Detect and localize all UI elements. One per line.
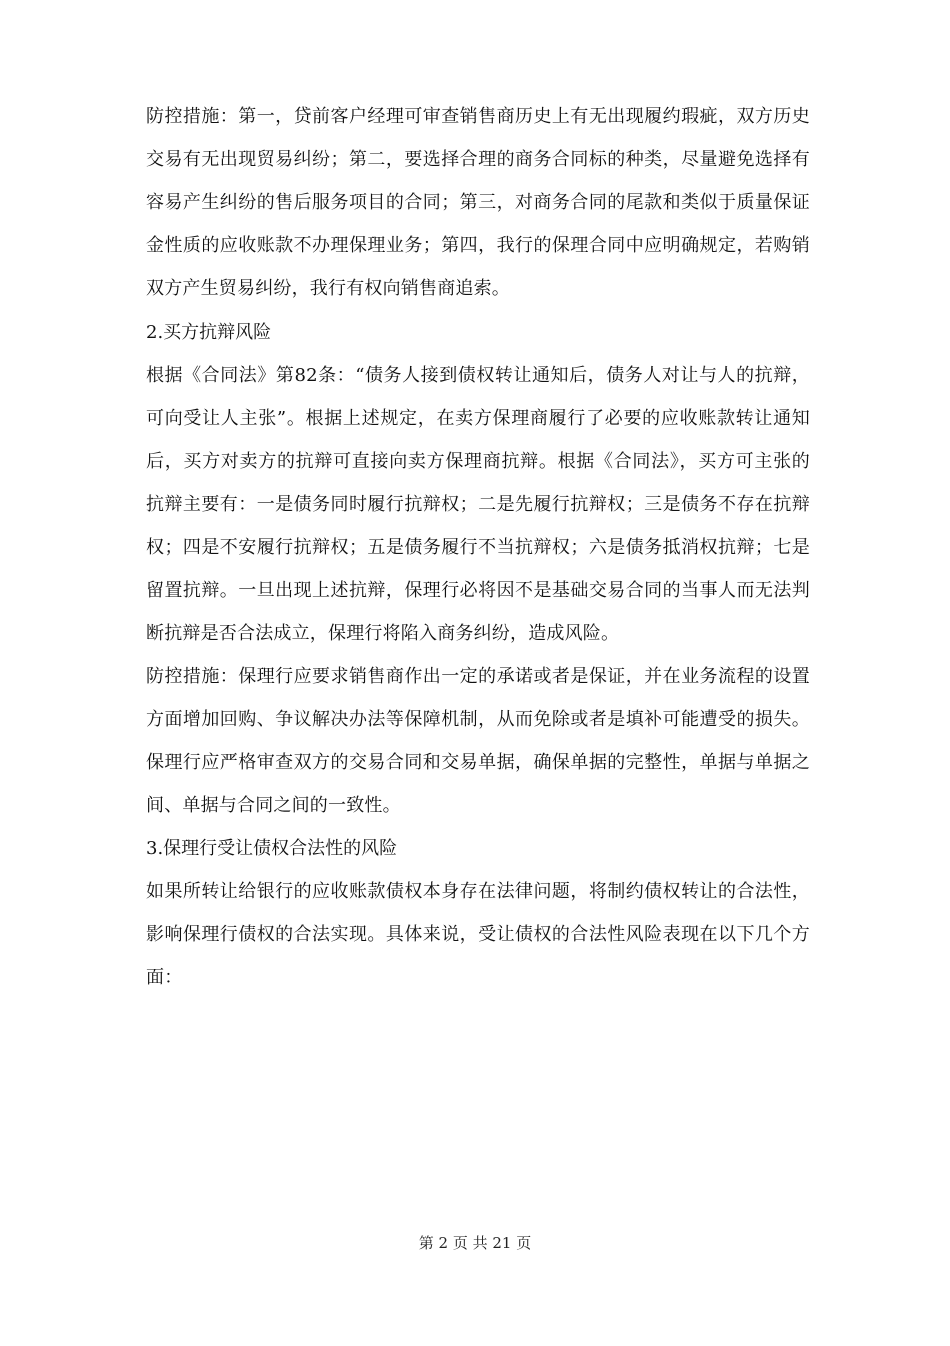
paragraph-claim-legality-intro: 如果所转让给银行的应收账款债权本身存在法律问题，将制约债权转让的合法性，影响保理行债权的合法实现。具体来说，受让债权的合法性风险表现在以下几个方面： [146,881,810,988]
paragraph-risk-control-measures-2: 防控措施：保理行应要求销售商作出一定的承诺或者是保证，并在业务流程的设置方面增加回购、争议解决办法等保障机制，从而免除或者是填补可能遭受的损失。保理行应严格审查双方的交易合同和交易单据，确保单据的完整性，单据与单据之间、单据与合同之间的一致性。 [146,666,810,816]
paragraph-risk-control-measures-1: 防控措施：第一，贷前客户经理可审查销售商历史上有无出现履约瑕疵，双方历史交易有无出现贸易纠纷；第二，要选择合理的商务合同标的种类，尽量避免选择有容易产生纠纷的售后服务项目的合同；第三，对商务合同的尾款和类似于质量保证金性质的应收账款不办理保理业务；第四，我行的保理合同中应明确规定，若购销双方产生贸易纠纷，我行有权向销售商追索。 [146,106,810,299]
page-number-footer: 第 2 页 共 21 页 [418,1234,532,1252]
section-heading-buyer-defense-risk: 2.买方抗辩风险 [146,322,272,343]
section-heading-claim-legality-risk: 3.保理行受让债权合法性的风险 [146,838,398,859]
document-body [146,95,810,999]
paragraph-contract-law-defense: 根据《合同法》第82条：“债务人接到债权转让通知后，债务人对让与人的抗辩，可向受让人主张”。根据上述规定，在卖方保理商履行了必要的应收账款转让通知后，买方对卖方的抗辩可直接向卖方保理商抗辩。根据《合同法》，买方可主张的抗辩主要有：一是债务同时履行抗辩权；二是先履行抗辩权；三是债务不存在抗辩权；四是不安履行抗辩权；五是债务履行不当抗辩权；六是债务抵消权抗辩；七是留置抗辩。一旦出现上述抗辩，保理行必将因不是基础交易合同的当事人而无法判断抗辩是否合法成立，保理行将陷入商务纠纷，造成风险。 [146,365,810,644]
